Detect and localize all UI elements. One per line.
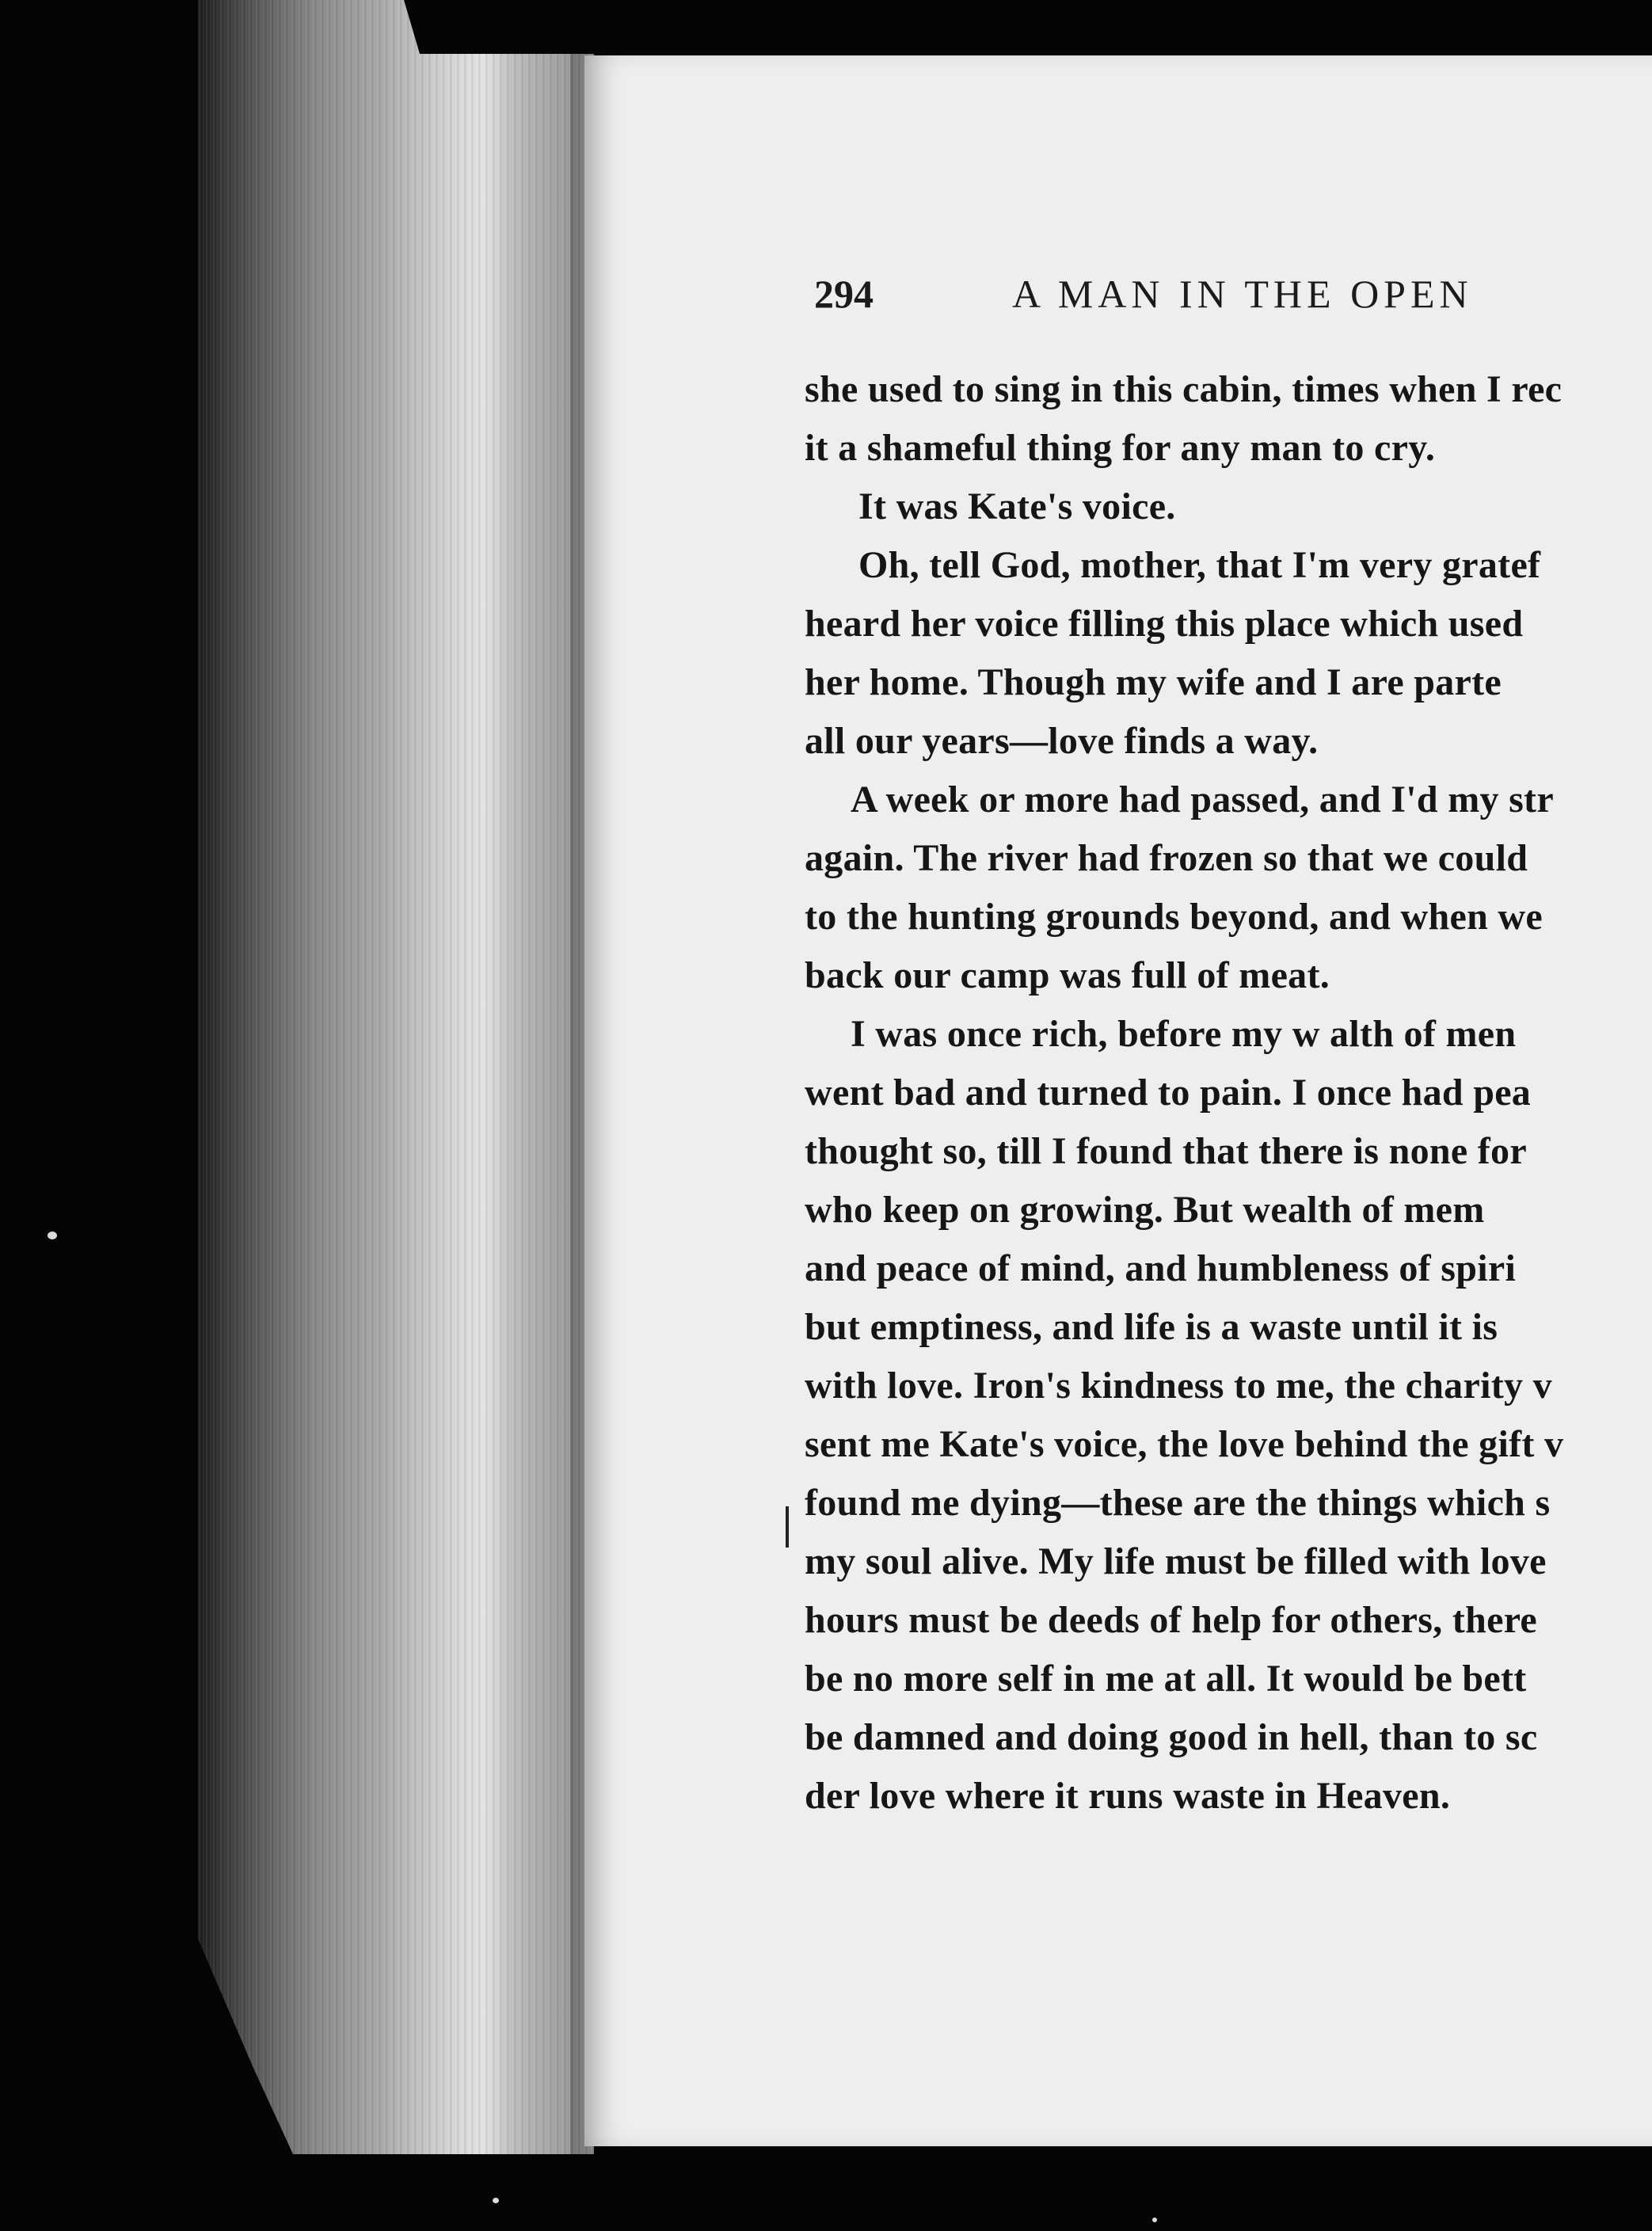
text-line: went bad and turned to pain. I once had pea bbox=[805, 1072, 1532, 1114]
book-page-edges bbox=[198, 0, 594, 2154]
text-line: be damned and doing good in hell, than to sc bbox=[805, 1716, 1538, 1758]
body-text bbox=[805, 360, 1652, 1865]
dust-speck bbox=[493, 2198, 499, 2203]
dust-speck bbox=[48, 1232, 57, 1239]
text-line: be no more self in me at all. It would be bett bbox=[805, 1658, 1527, 1700]
text-line: who keep on growing. But wealth of mem bbox=[805, 1189, 1485, 1231]
text-line: to the hunting grounds beyond, and when we bbox=[805, 896, 1543, 938]
text-line: her home. Though my wife and I are parte bbox=[805, 661, 1502, 703]
page-number: 294 bbox=[814, 272, 874, 316]
running-title: A MAN IN THE OPEN bbox=[1012, 272, 1473, 316]
dust-speck bbox=[1152, 2218, 1157, 2222]
text-line: again. The river had frozen so that we could bbox=[805, 837, 1528, 879]
text-line: Oh, tell God, mother, that I'm very gratef bbox=[858, 544, 1541, 586]
text-line: all our years—love finds a way. bbox=[805, 720, 1319, 762]
page-header bbox=[814, 271, 1652, 328]
text-line: der love where it runs waste in Heaven. bbox=[805, 1775, 1451, 1817]
text-line: she used to sing in this cabin, times when I rec bbox=[805, 368, 1563, 410]
text-line: with love. Iron's kindness to me, the charity v bbox=[805, 1365, 1552, 1407]
text-line: It was Kate's voice. bbox=[858, 485, 1176, 527]
text-line: but emptiness, and life is a waste until it is bbox=[805, 1306, 1498, 1348]
text-line: and peace of mind, and humbleness of spiri bbox=[805, 1247, 1517, 1289]
text-line: found me dying—these are the things which s bbox=[805, 1482, 1551, 1524]
text-line: my soul alive. My life must be filled with love bbox=[805, 1540, 1547, 1582]
text-line: hours must be deeds of help for others, there bbox=[805, 1599, 1538, 1641]
text-line: I was once rich, before my w alth of men bbox=[851, 1013, 1517, 1055]
margin-mark bbox=[786, 1506, 789, 1548]
text-line: heard her voice filling this place which used bbox=[805, 603, 1524, 645]
text-line: thought so, till I found that there is none for bbox=[805, 1130, 1527, 1172]
text-line: sent me Kate's voice, the love behind the gift v bbox=[805, 1423, 1564, 1465]
text-line: back our camp was full of meat. bbox=[805, 954, 1330, 996]
text-line: A week or more had passed, and I'd my str bbox=[851, 779, 1554, 820]
text-line: it a shameful thing for any man to cry. bbox=[805, 427, 1436, 469]
